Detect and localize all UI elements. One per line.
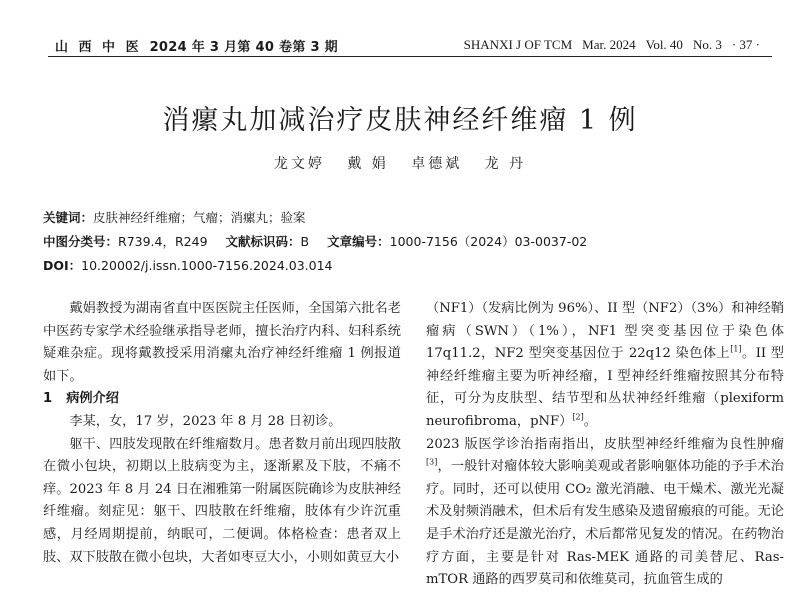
text-run: 。 (583, 413, 597, 429)
author: 龙文婷 (273, 156, 325, 172)
running-header-left (55, 36, 338, 55)
keywords-line (43, 208, 306, 226)
page-number: · 37 · (731, 37, 760, 52)
clc-label: 中图分类号： (43, 234, 119, 249)
classification-line (43, 232, 587, 250)
issue-info-cn: 2024 年 3 月第 40 卷第 3 期 (149, 40, 338, 55)
article-title: 消瘰丸加减治疗皮肤神经纤维瘤 1 例 (162, 105, 638, 136)
doi-line (43, 256, 332, 274)
treatment-paragraph (426, 434, 784, 592)
article-number-label: 文章编号： (327, 234, 390, 249)
intro-paragraph: 戴娟教授为湖南省直中医医院主任医师，全国第六批名老中医药专家学术经验继承指导老师，擅长治疗内科、妇科系统疑难杂症。现将戴教授采用消瘰丸治疗神经纤维瘤 1 例报道如下。 (43, 301, 401, 384)
article-number-value: 1000-7156（2024）03-0037-02 (389, 234, 588, 249)
author: 卓德斌 (411, 156, 463, 172)
citation-ref[interactable]: [1] (730, 344, 742, 354)
doc-code-value: B (300, 234, 310, 249)
history-paragraph: 躯干、四肢发现散在纤维瘤数月。患者数月前出现四肢散在微小包块，初期以上肢病变为主，逐渐累及下肢，不痛不痒。2023 年 8 月 24 日在湘雅第一附属医院确诊为皮肤神经纤维瘤。刻症见：躯干、四肢散在纤维瘤，肢体有少许沉重感，月经周期提前，纳眠可，二便调。体格检查：患者双上肢、双下肢散在微小包块，大者如枣豆大小，小则如黄豆大小 (43, 436, 401, 565)
right-column (426, 298, 784, 592)
doi-link[interactable]: 10.20002/j.issn.1000-7156.2024.03.014 (81, 258, 333, 273)
author-list (0, 153, 800, 173)
volume: Vol. 40 (645, 37, 683, 52)
issue-date-en: Mar. 2024 (582, 37, 636, 52)
keywords-value: 皮肤神经纤维瘤；气瘤；消瘰丸；验案 (93, 210, 306, 225)
text-run: 。II 型神经纤维瘤主要为听神经瘤，I 型神经纤维瘤按照其分布特征，可分为皮肤型、结节型和丛状神经纤维瘤（plexiform neurofibroma，pNF） (426, 346, 784, 429)
citation-ref[interactable]: [3] (426, 457, 438, 467)
clc-value: R739.4，R249 (118, 234, 208, 249)
doi-label: DOI： (43, 258, 82, 273)
classification-paragraph (426, 298, 784, 434)
author: 戴 娟 (347, 156, 389, 172)
left-column (43, 298, 401, 569)
text-run: 2023 版医学诊治指南指出，皮肤型神经纤维瘤为良性肿瘤 (426, 436, 784, 452)
section-title: 病例介绍 (66, 391, 119, 407)
keywords-label: 关键词： (43, 210, 94, 225)
text-run: （NF1）（发病比例为 96%）、II 型（NF2）（3%）和神经鞘瘤病（SWN）（1%），NF1 型突变基因位于染色体 17q11.2，NF2 型突变基因位于 22q12 染色体上 (426, 301, 784, 362)
doc-code-label: 文献标识码： (225, 234, 301, 249)
case-paragraph: 李某，女，17 岁，2023 年 8 月 28 日初诊。 (69, 413, 342, 429)
issue-number: No. 3 (692, 37, 722, 52)
running-header-right (454, 37, 760, 53)
section-heading (43, 388, 401, 411)
section-number: 1 (43, 391, 53, 407)
text-run: ，一般针对瘤体较大影响美观或者影响躯体功能的予手术治疗。同时，还可以使用 CO₂ 激光消融、电干燥术、激光光凝术及射频消融术，但术后有发生感染及遗留瘢痕的可能。无论是手术治疗还是激光治疗，术后都常见复发的情况。在药物治疗方面，主要是针对 Ras-MEK 通路的司美替尼、Ras-mTOR 通路的西罗莫司和依维莫司，抗血管生成的 (426, 459, 784, 588)
header-rule (48, 56, 772, 57)
journal-name-en: SHANXI J OF TCM (463, 37, 573, 52)
journal-name-cn: 山 西 中 医 (55, 40, 142, 55)
author: 龙 丹 (484, 156, 527, 172)
citation-ref[interactable]: [2] (572, 412, 584, 422)
